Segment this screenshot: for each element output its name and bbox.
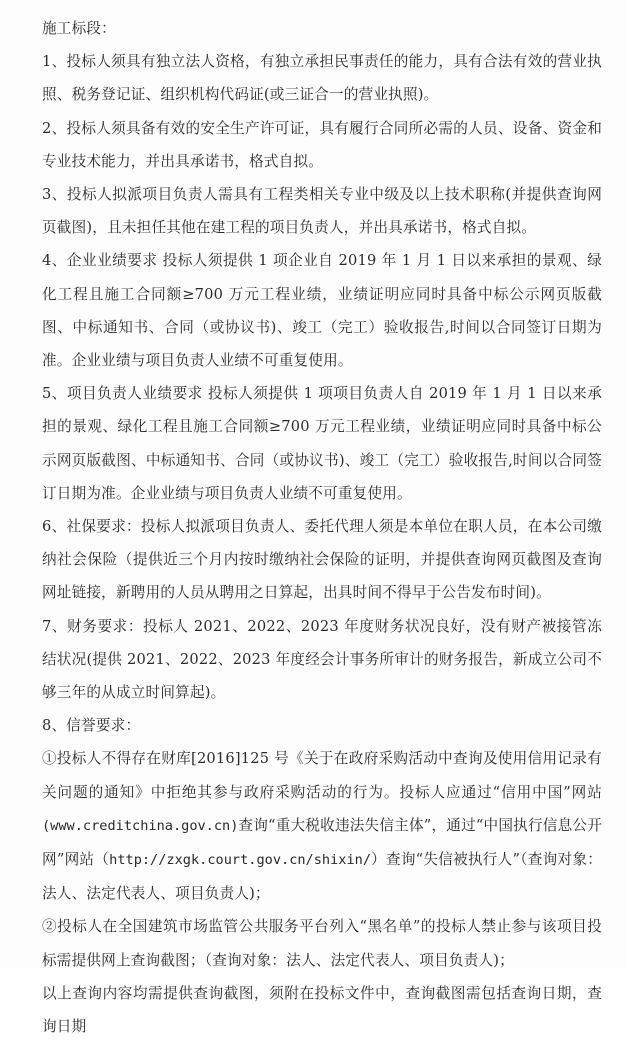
- credit-item-1-text-c: ）查询“失信被执行人”（查询对象：法人、法定代表人、项目负责人)；: [42, 851, 602, 903]
- credit-item-1: [42, 742, 602, 910]
- requirement-7: 7、财务要求：投标人 2021、2022、2023 年度财务状况良好，没有财产被接管冻结状况(提供 2021、2022、2023 年度经会计事务所审计的财务报告，新成立公司不够三年的从成立时间算起)。: [42, 617, 602, 702]
- requirement-1: 1、投标人须具有独立法人资格，有独立承担民事责任的能力，具有合法有效的营业执照、税务登记证、组织机构代码证(或三证合一的营业执照)。: [42, 53, 602, 104]
- requirement-4: 4、企业业绩要求 投标人须提供 1 项企业自 2019 年 1 月 1 日以来承担的景观、绿化工程且施工合同额≥700 万元工程业绩，业绩证明应同时具备中标公示网页版截图、中标通知书、合同（或协议书)、竣工（完工）验收报告,时间以合同签订日期为准。企业业绩与项目负责人业绩不可重复使用。: [42, 252, 602, 370]
- credit-china-url: (www.creditchina.gov.cn): [42, 817, 239, 834]
- credit-item-1-text-b: 查询“重大税收违法失信主体”，通过“中国执行信息公开网”网站（: [42, 816, 602, 869]
- section-title: 施工标段：: [42, 20, 116, 37]
- requirement-2: 2、投标人须具备有效的安全生产许可证，具有履行合同所必需的人员、设备、资金和专业技术能力，并出具承诺书，格式自拟。: [42, 119, 602, 170]
- requirement-6: 6、社保要求：投标人拟派项目负责人、委托代理人须是本单位在职人员，在本公司缴纳社会保险（提供近三个月内按时缴纳社会保险的证明，并提供查询网页截图及查询网址链接，新聘用的人员从聘用之日算起，出具时间不得早于公告发布时间)。: [42, 518, 602, 602]
- document-body: [42, 12, 602, 1043]
- credit-item-2: ②投标人在全国建筑市场监管公共服务平台列入“黑名单”的投标人禁止参与该项目投标需提供网上查询截图；（查询对象：法人、法定代表人、项目负责人)；: [42, 918, 602, 969]
- requirements-list: [42, 45, 602, 709]
- credit-item-1-text-a: ①投标人不得存在财库[2016]125 号《关于在政府采购活动中查询及使用信用记录有关问题的通知》中拒绝其参与政府采购活动的行为。投标人应通过“信用中国”网站: [42, 750, 602, 801]
- requirement-5: 5、项目负责人业绩要求 投标人须提供 1 项项目负责人自 2019 年 1 月 1 日以来承担的景观、绿化工程且施工合同额≥700 万元工程业绩，业绩证明应同时具备中标公示网页版截图、中标通知书、合同（或协议书)、竣工（完工）验收报告,时间以合同签订日期为准。企业业绩与项目负责人业绩不可重复使用。: [42, 385, 602, 502]
- requirement-3: 3、投标人拟派项目负责人需具有工程类相关专业中级及以上技术职称(并提供查询网页截图)，且未担任其他在建工程的项目负责人，并出具承诺书，格式自拟。: [42, 186, 602, 237]
- credit-closing: 以上查询内容均需提供查询截图，须附在投标文件中，查询截图需包括查询日期，查询日期: [42, 984, 602, 1036]
- court-shixin-url: http://zxgk.court.gov.cn/shixin/: [109, 852, 372, 869]
- credit-heading: 8、信誉要求：: [42, 717, 141, 735]
